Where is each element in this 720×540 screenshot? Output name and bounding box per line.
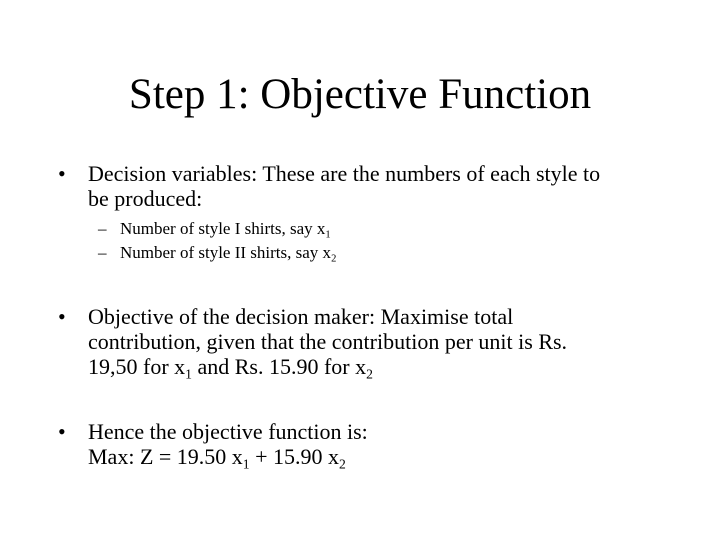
subscript: 2: [331, 253, 337, 265]
subscript: 1: [185, 366, 192, 382]
subscript: 1: [325, 229, 331, 241]
sub-bullet-text: Number of style II shirts, say $x_2$: [120, 243, 337, 265]
bullet-line: Objective of the decision maker: Maximise total: [88, 304, 514, 329]
bullet-line: be produced:: [88, 186, 203, 211]
bullet-line: Decision variables: These are the numbers of each style to: [88, 161, 601, 186]
subscript: 1: [242, 456, 250, 472]
bullet-line: Hence the objective function is:: [88, 419, 368, 444]
bullet-marker: •: [58, 161, 66, 186]
sub-bullet-text: Number of style I shirts, say $x_1$: [120, 219, 331, 241]
bullet-text: [88, 419, 368, 472]
dash-marker: –: [98, 219, 107, 238]
subscript: 2: [366, 366, 373, 382]
bullet-text: [88, 161, 600, 211]
bullet-marker: •: [58, 419, 66, 444]
bullet-line: contribution, given that the contribution per unit is Rs.: [88, 329, 568, 354]
slide-title: Step 1: Objective Function: [128, 71, 592, 118]
bullet-line: 19,50 for $x_1$ and Rs. 15.90 for $x_2$: [88, 354, 373, 382]
dash-marker: –: [98, 243, 107, 262]
bullet-text: [88, 304, 568, 382]
formula: Max: Z = 19.50 $x_1 + 15.90$ $x_2$: [88, 444, 346, 472]
subscript: 2: [339, 456, 346, 472]
bullet-marker: •: [58, 304, 66, 329]
